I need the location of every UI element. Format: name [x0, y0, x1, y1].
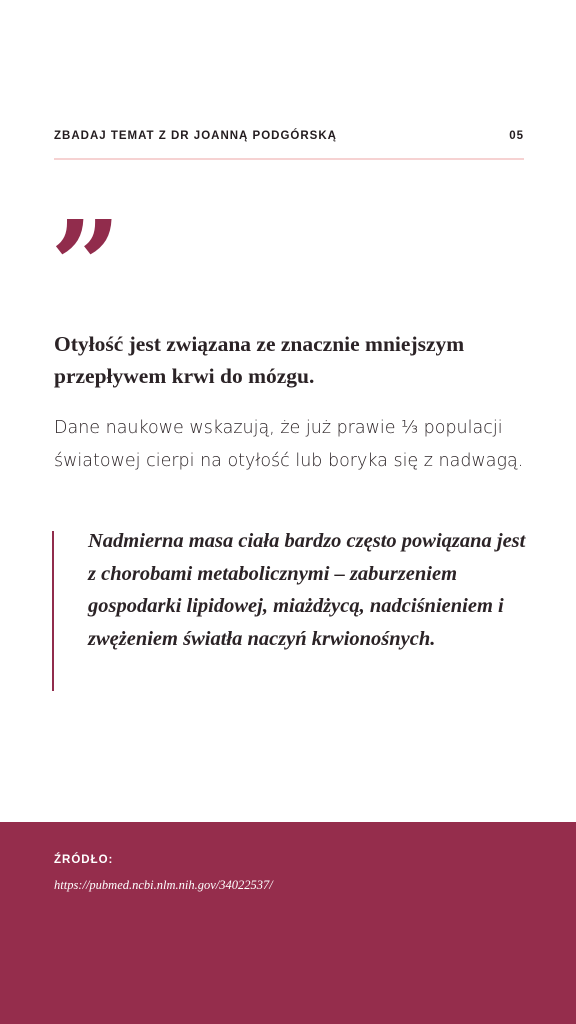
- header-divider: [54, 158, 524, 160]
- header: [54, 130, 524, 142]
- headline: Otyłość jest związana ze znacznie mniejszym przepływem krwi do mózgu.: [54, 332, 465, 388]
- source-label: ŹRÓDŁO:: [54, 854, 114, 866]
- quotation-mark-icon: ”: [50, 194, 122, 339]
- pull-quote: [52, 530, 526, 691]
- page-number: 05: [509, 130, 524, 142]
- body-text: Dane naukowe wskazują, że już prawie ⅓ populacji światowej cierpi na otyłość lub boryka się z nadwagą.: [54, 418, 524, 471]
- footer: [0, 822, 576, 1024]
- header-title: ZBADAJ TEMAT Z DR JOANNĄ PODGÓRSKĄ: [54, 130, 337, 142]
- pull-quote-text: Nadmierna masa ciała bardzo często powiązana jest z chorobami metabolicznymi – zaburzeniem gospodarki lipidowej, miażdżycą, nadciśnieniem i zwężeniem światła naczyń krwionośnych.: [88, 530, 526, 650]
- source-link[interactable]: https://pubmed.ncbi.nlm.nih.gov/34022537/: [54, 878, 273, 892]
